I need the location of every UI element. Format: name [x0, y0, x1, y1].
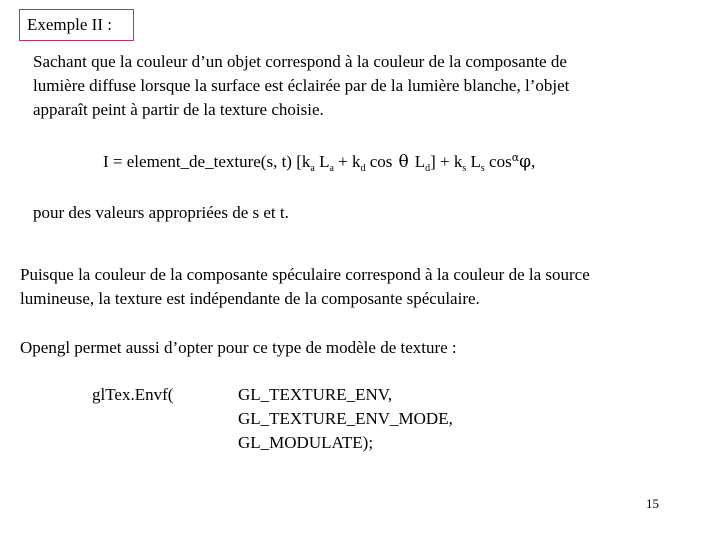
formula-text: ,	[531, 152, 536, 171]
code-arg: GL_TEXTURE_ENV,	[238, 385, 393, 404]
text-line: apparaît peint à partir de la texture choisie.	[33, 100, 324, 119]
phi-symbol: φ	[519, 152, 532, 172]
text-line: Puisque la couleur de la composante spéculaire correspond à la couleur de la source	[20, 265, 590, 284]
formula-note: pour des valeurs appropriées de s et t.	[33, 203, 289, 222]
formula-text: cos	[484, 152, 512, 171]
text-line: lumière diffuse lorsque la surface est éclairée par de la lumière blanche, l’objet	[33, 76, 570, 95]
text-line: Sachant que la couleur d’un objet correspond à la couleur de la composante de	[33, 52, 567, 71]
formula-text: L	[314, 152, 330, 171]
formula-text: L	[466, 152, 481, 171]
code-arguments	[238, 383, 453, 455]
intro-paragraph	[33, 50, 569, 122]
code-arg: GL_TEXTURE_ENV_MODE,	[238, 409, 453, 428]
specular-paragraph	[20, 263, 590, 311]
formula-text: L	[414, 152, 426, 171]
theta-symbol: θ	[398, 152, 409, 172]
formula-text: ] + k	[430, 152, 463, 171]
code-function-name: glTex.Envf(	[92, 385, 174, 404]
alpha-exponent: α	[511, 151, 520, 164]
illumination-formula	[103, 151, 535, 174]
opengl-paragraph: Opengl permet aussi d’opter pour ce type de modèle de texture :	[20, 338, 457, 357]
formula-text: I = element_de_texture(s, t) [k	[103, 152, 311, 171]
formula-subscript: d	[425, 163, 431, 174]
page-number: 15	[646, 496, 659, 511]
formula-subscript: s	[480, 163, 485, 174]
code-arg: GL_MODULATE);	[238, 433, 374, 452]
formula-text: + k	[333, 152, 361, 171]
formula-subscript: a	[329, 163, 334, 174]
formula-text: cos	[365, 152, 393, 171]
formula-subscript: d	[360, 163, 366, 174]
slide-title: Exemple II :	[19, 9, 134, 41]
formula-subscript: s	[462, 163, 467, 174]
formula-subscript: a	[310, 163, 315, 174]
text-line: lumineuse, la texture est indépendante de la composante spéculaire.	[20, 289, 480, 308]
